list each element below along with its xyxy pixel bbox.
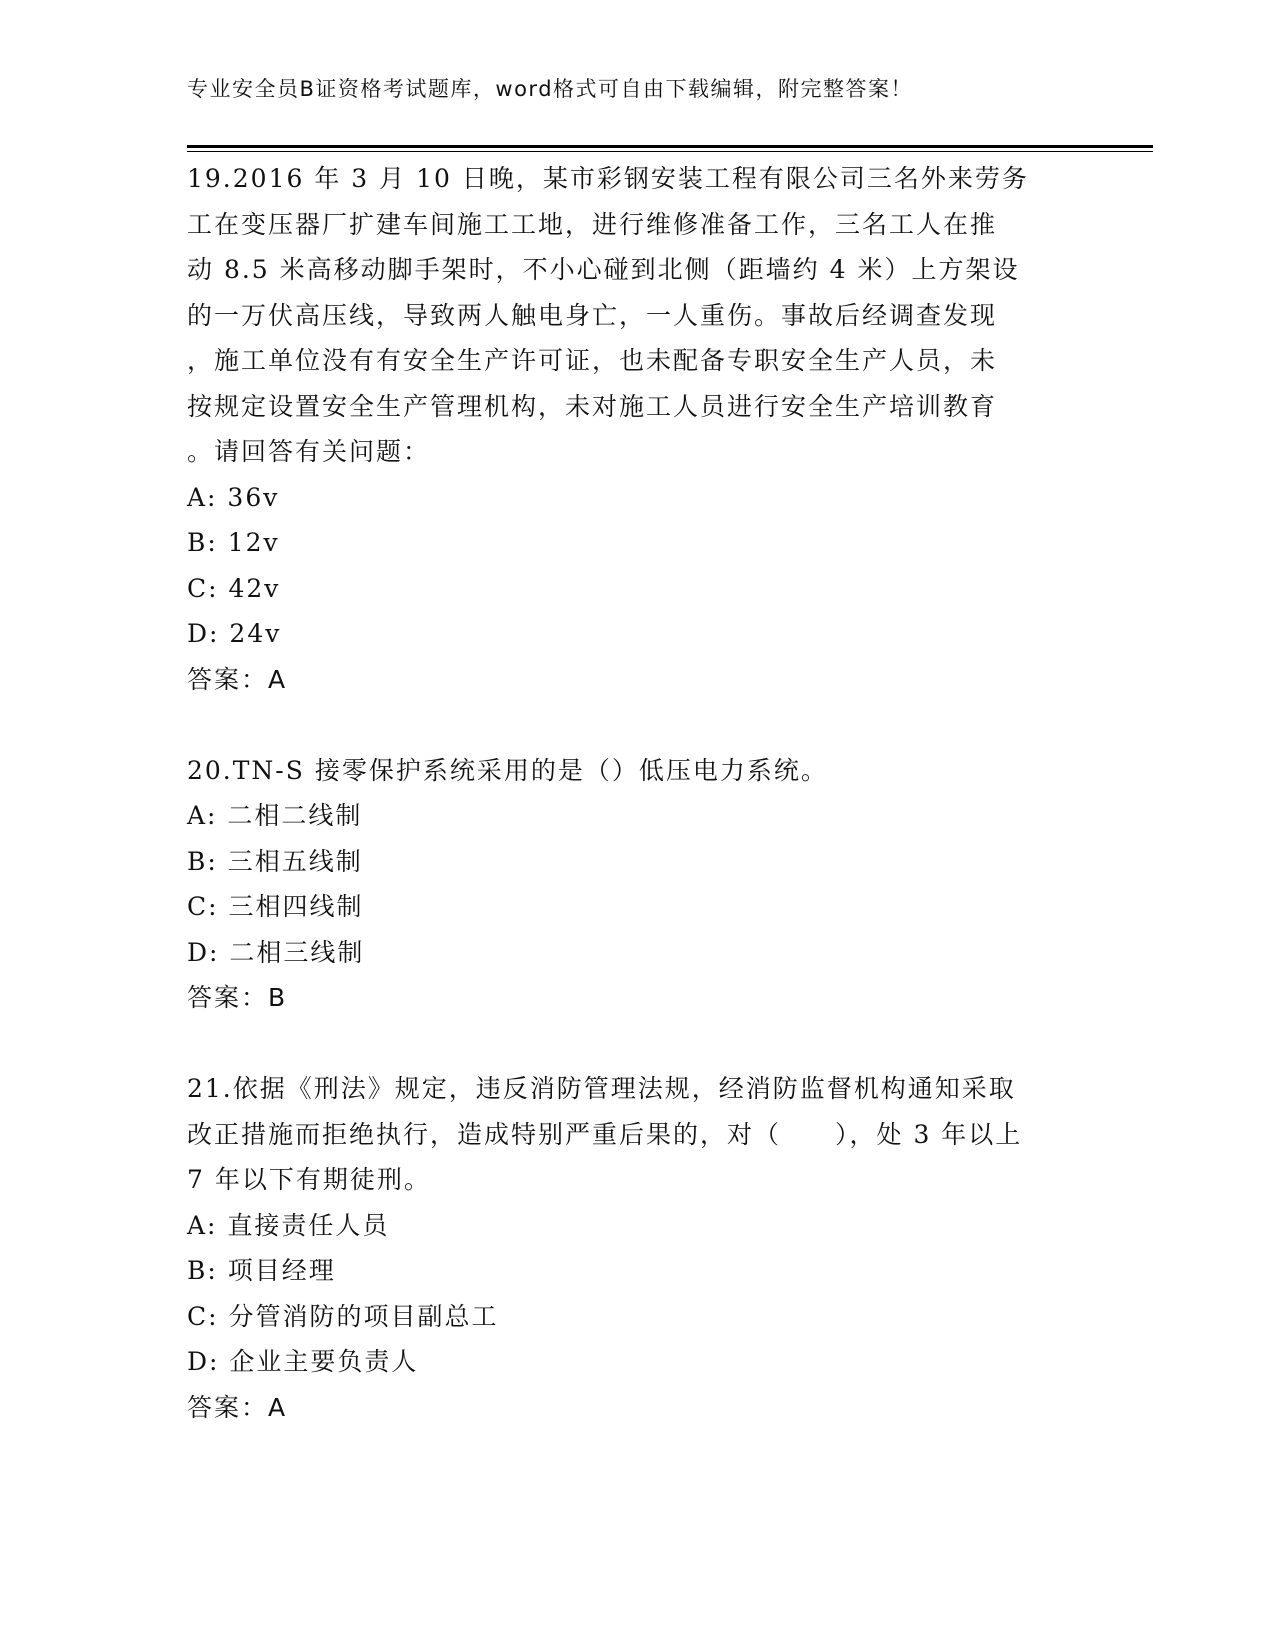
option-c: C: 分管消防的项目副总工: [187, 1301, 499, 1331]
question-20: [187, 748, 1087, 1021]
question-stem-line: ，施工单位没有有安全生产许可证，也未配备专职安全生产人员，未: [187, 346, 998, 375]
question-21: [187, 1066, 1087, 1430]
question-19: [187, 156, 1087, 702]
answer-label: 答案：A: [187, 1392, 288, 1422]
document-header: 专业安全员B证资格考试题库，word格式可自由下载编辑，附完整答案！: [187, 77, 914, 101]
option-d: D: 二相三线制: [187, 937, 365, 967]
option-b: B: 12v: [187, 528, 280, 557]
option-a: A: 二相二线制: [187, 801, 363, 830]
option-c: C: 42v: [187, 573, 281, 603]
question-stem-line: 19.2016 年 3 月 10 日晚，某市彩钢安装工程有限公司三名外来劳务: [187, 164, 1029, 193]
answer-label: 答案：A: [187, 664, 288, 694]
option-b: B: 项目经理: [187, 1256, 336, 1285]
question-stem-line: 。请回答有关问题：: [187, 437, 431, 466]
question-stem-line: 按规定设置安全生产管理机构，未对施工人员进行安全生产培训教育: [187, 391, 998, 421]
option-a: A: 直接责任人员: [187, 1210, 390, 1240]
header-rule-thick: [187, 145, 1153, 148]
question-spacer: [187, 1021, 1087, 1067]
question-spacer: [187, 702, 1087, 748]
option-a: A: 36v: [187, 482, 280, 512]
option-d: D: 企业主要负责人: [187, 1347, 419, 1376]
question-stem-line: 21.依据《刑法》规定，违反消防管理法规，经消防监督机构通知采取: [187, 1074, 1016, 1103]
question-stem-line: 改正措施而拒绝执行，造成特别严重后果的，对（ ），处 3 年以上: [187, 1119, 1023, 1149]
option-b: B: 三相五线制: [187, 846, 363, 876]
option-d: D: 24v: [187, 619, 282, 648]
question-stem-line: 7 年以下有期徒刑。: [187, 1165, 431, 1194]
question-stem-line: 的一万伏高压线，导致两人触电身亡，一人重伤。事故后经调查发现: [187, 300, 998, 330]
header-rule-thin: [187, 151, 1153, 152]
answer-label: 答案：B: [187, 983, 288, 1012]
question-list: [187, 156, 1087, 1430]
option-c: C: 三相四线制: [187, 892, 364, 921]
question-stem-line: 工在变压器厂扩建车间施工工地，进行维修准备工作，三名工人在推: [187, 209, 998, 239]
question-stem-line: 动 8.5 米高移动脚手架时，不小心碰到北侧（距墙约 4 米）上方架设: [187, 255, 1020, 284]
question-stem-line: 20.TN-S 接零保护系统采用的是（）低压电力系统。: [187, 755, 828, 785]
